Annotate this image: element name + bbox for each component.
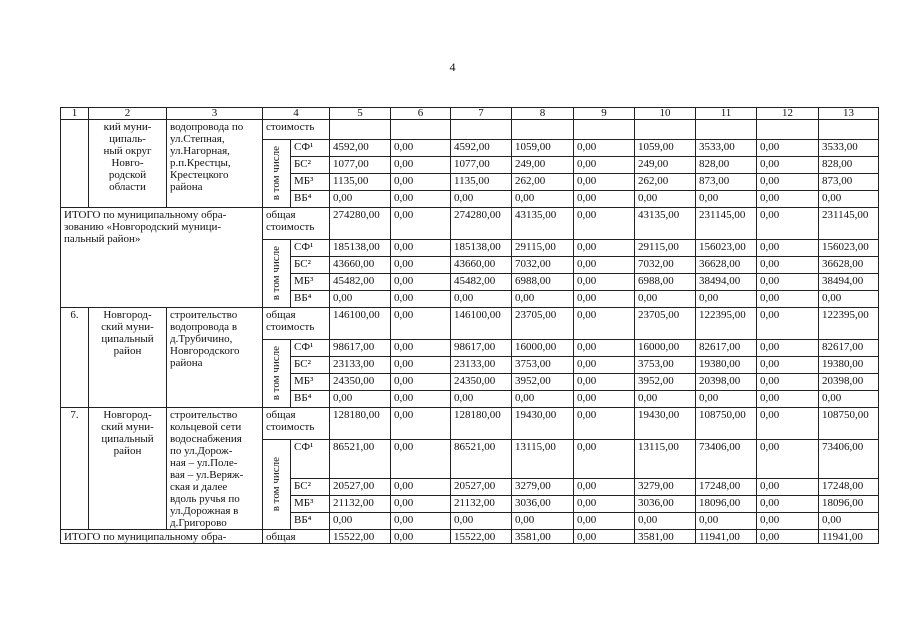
value-cell: 45482,00 — [451, 274, 512, 291]
value-cell: 0,00 — [757, 374, 819, 391]
vertical-label-cell — [263, 440, 291, 530]
fund-label: МБ³ — [291, 274, 330, 291]
value-cell: 17248,00 — [696, 479, 757, 496]
value-cell: 0,00 — [819, 513, 879, 530]
value-cell: 185138,00 — [451, 240, 512, 257]
value-cell: 0,00 — [696, 291, 757, 308]
value-cell: 0,00 — [757, 174, 819, 191]
table-body — [61, 108, 879, 544]
value-cell: 86521,00 — [451, 440, 512, 479]
column-header: 3 — [167, 108, 263, 120]
column-header: 7 — [451, 108, 512, 120]
value-cell: 828,00 — [696, 157, 757, 174]
value-cell: 0,00 — [391, 513, 451, 530]
value-cell: 0,00 — [757, 479, 819, 496]
value-cell: 0,00 — [391, 357, 451, 374]
vertical-label-cell — [263, 240, 291, 308]
value-cell: 1059,00 — [635, 140, 696, 157]
value-cell: 16000,00 — [635, 340, 696, 357]
value-cell: 262,00 — [512, 174, 574, 191]
value-cell: 0,00 — [757, 140, 819, 157]
value-cell: 873,00 — [696, 174, 757, 191]
column-header: 11 — [696, 108, 757, 120]
value-cell: 0,00 — [757, 530, 819, 544]
row-number: 6. — [61, 308, 89, 408]
empty-cell — [696, 120, 757, 140]
value-cell: 828,00 — [819, 157, 879, 174]
empty-cell — [330, 120, 391, 140]
value-cell: 0,00 — [635, 391, 696, 408]
total-label: стоимость — [263, 120, 330, 140]
value-cell: 4592,00 — [330, 140, 391, 157]
value-cell: 19430,00 — [635, 408, 696, 440]
value-cell: 0,00 — [574, 530, 635, 544]
value-cell: 0,00 — [574, 479, 635, 496]
value-cell: 0,00 — [696, 391, 757, 408]
value-cell: 0,00 — [757, 340, 819, 357]
value-cell: 0,00 — [757, 440, 819, 479]
fund-label: СФ¹ — [291, 140, 330, 157]
value-cell: 122395,00 — [819, 308, 879, 340]
column-header: 10 — [635, 108, 696, 120]
value-cell: 0,00 — [696, 191, 757, 208]
value-cell: 0,00 — [451, 291, 512, 308]
vertical-label: в том числе — [270, 346, 282, 401]
value-cell: 0,00 — [574, 257, 635, 274]
value-cell: 262,00 — [635, 174, 696, 191]
value-cell: 0,00 — [574, 374, 635, 391]
table-row — [61, 408, 879, 440]
value-cell: 82617,00 — [819, 340, 879, 357]
value-cell: 0,00 — [757, 191, 819, 208]
value-cell: 249,00 — [512, 157, 574, 174]
value-cell: 0,00 — [574, 340, 635, 357]
total-label: общая стоимость — [263, 308, 330, 340]
vertical-label-cell — [263, 340, 291, 408]
value-cell: 0,00 — [819, 391, 879, 408]
value-cell: 0,00 — [574, 308, 635, 340]
value-cell: 19380,00 — [696, 357, 757, 374]
municipality-cell: Новгород- ский муни- ципальный район — [89, 408, 167, 530]
empty-cell — [512, 120, 574, 140]
value-cell: 0,00 — [391, 530, 451, 544]
value-cell: 146100,00 — [451, 308, 512, 340]
value-cell: 24350,00 — [451, 374, 512, 391]
value-cell: 0,00 — [330, 191, 391, 208]
column-header: 4 — [263, 108, 330, 120]
value-cell: 0,00 — [451, 391, 512, 408]
value-cell: 98617,00 — [330, 340, 391, 357]
value-cell: 0,00 — [635, 291, 696, 308]
value-cell: 0,00 — [574, 291, 635, 308]
object-cell: строительство водопровода в д.Трубичино, Новгородского района — [167, 308, 263, 408]
value-cell: 0,00 — [391, 391, 451, 408]
value-cell: 3952,00 — [635, 374, 696, 391]
value-cell: 29115,00 — [635, 240, 696, 257]
empty-cell — [819, 120, 879, 140]
vertical-label: в том числе — [270, 246, 282, 301]
value-cell: 3753,00 — [635, 357, 696, 374]
value-cell: 3581,00 — [635, 530, 696, 544]
value-cell: 128180,00 — [451, 408, 512, 440]
value-cell: 0,00 — [819, 291, 879, 308]
fund-label: МБ³ — [291, 374, 330, 391]
value-cell: 3036,00 — [635, 496, 696, 513]
value-cell: 17248,00 — [819, 479, 879, 496]
value-cell: 108750,00 — [819, 408, 879, 440]
value-cell: 0,00 — [391, 174, 451, 191]
value-cell: 45482,00 — [330, 274, 391, 291]
fund-label: СФ¹ — [291, 440, 330, 479]
value-cell: 24350,00 — [330, 374, 391, 391]
value-cell: 3533,00 — [696, 140, 757, 157]
value-cell: 3036,00 — [512, 496, 574, 513]
fund-label: ВБ⁴ — [291, 191, 330, 208]
fund-label: ВБ⁴ — [291, 291, 330, 308]
value-cell: 7032,00 — [512, 257, 574, 274]
vertical-label: в том числе — [270, 457, 282, 512]
value-cell: 0,00 — [391, 274, 451, 291]
column-header: 5 — [330, 108, 391, 120]
subtotal-title: ИТОГО по муниципальному обра- зованию «Новгородский муници- пальный район» — [61, 208, 263, 308]
value-cell: 6988,00 — [512, 274, 574, 291]
value-cell: 231145,00 — [696, 208, 757, 240]
value-cell: 19430,00 — [512, 408, 574, 440]
value-cell: 7032,00 — [635, 257, 696, 274]
empty-cell — [574, 120, 635, 140]
value-cell: 108750,00 — [696, 408, 757, 440]
subtotal-title: ИТОГО по муниципальному обра- — [61, 530, 263, 544]
value-cell: 0,00 — [391, 496, 451, 513]
value-cell: 0,00 — [819, 191, 879, 208]
value-cell: 43660,00 — [451, 257, 512, 274]
value-cell: 0,00 — [574, 191, 635, 208]
page-number: 4 — [449, 60, 456, 74]
value-cell: 0,00 — [391, 440, 451, 479]
value-cell: 21132,00 — [330, 496, 391, 513]
value-cell: 0,00 — [391, 308, 451, 340]
value-cell: 0,00 — [757, 408, 819, 440]
value-cell: 73406,00 — [696, 440, 757, 479]
column-header: 13 — [819, 108, 879, 120]
value-cell: 21132,00 — [451, 496, 512, 513]
value-cell: 0,00 — [330, 513, 391, 530]
value-cell: 73406,00 — [819, 440, 879, 479]
value-cell: 23133,00 — [451, 357, 512, 374]
table-row — [61, 208, 879, 240]
municipality-cell: Новгород- ский муни- ципальный район — [89, 308, 167, 408]
value-cell: 231145,00 — [819, 208, 879, 240]
value-cell: 38494,00 — [696, 274, 757, 291]
value-cell: 156023,00 — [819, 240, 879, 257]
num-cell — [61, 120, 89, 208]
value-cell: 43135,00 — [635, 208, 696, 240]
value-cell: 0,00 — [574, 240, 635, 257]
value-cell: 274280,00 — [330, 208, 391, 240]
value-cell: 18096,00 — [819, 496, 879, 513]
value-cell: 4592,00 — [451, 140, 512, 157]
value-cell: 128180,00 — [330, 408, 391, 440]
value-cell: 86521,00 — [330, 440, 391, 479]
value-cell: 0,00 — [757, 513, 819, 530]
value-cell: 3952,00 — [512, 374, 574, 391]
value-cell: 6988,00 — [635, 274, 696, 291]
vertical-label-cell — [263, 140, 291, 208]
value-cell: 18096,00 — [696, 496, 757, 513]
value-cell: 3279,00 — [512, 479, 574, 496]
value-cell: 0,00 — [391, 291, 451, 308]
value-cell: 3533,00 — [819, 140, 879, 157]
table-row — [61, 120, 879, 140]
value-cell: 38494,00 — [819, 274, 879, 291]
value-cell: 3581,00 — [512, 530, 574, 544]
value-cell: 1135,00 — [451, 174, 512, 191]
fund-label: СФ¹ — [291, 240, 330, 257]
fund-label: БС² — [291, 257, 330, 274]
value-cell: 16000,00 — [512, 340, 574, 357]
fund-label: МБ³ — [291, 174, 330, 191]
value-cell: 1077,00 — [330, 157, 391, 174]
value-cell: 0,00 — [757, 357, 819, 374]
value-cell: 0,00 — [391, 340, 451, 357]
row-number: 7. — [61, 408, 89, 530]
value-cell: 873,00 — [819, 174, 879, 191]
vertical-label: в том числе — [270, 146, 282, 201]
table-row — [61, 308, 879, 340]
empty-cell — [635, 120, 696, 140]
column-header: 6 — [391, 108, 451, 120]
value-cell: 0,00 — [757, 240, 819, 257]
value-cell: 11941,00 — [819, 530, 879, 544]
value-cell: 0,00 — [574, 513, 635, 530]
value-cell: 36628,00 — [819, 257, 879, 274]
value-cell: 0,00 — [574, 496, 635, 513]
value-cell: 0,00 — [391, 208, 451, 240]
value-cell: 0,00 — [512, 513, 574, 530]
budget-table — [60, 107, 879, 544]
value-cell: 0,00 — [391, 408, 451, 440]
value-cell: 0,00 — [512, 291, 574, 308]
value-cell: 0,00 — [574, 157, 635, 174]
column-header: 12 — [757, 108, 819, 120]
value-cell: 20398,00 — [696, 374, 757, 391]
value-cell: 0,00 — [757, 208, 819, 240]
total-label: общая стоимость — [263, 208, 330, 240]
empty-cell — [391, 120, 451, 140]
object-cell: строительство кольцевой сети водоснабжения по ул.Дорож- ная – ул.Поле- вая – ул.Веряж- ская и далее вдоль ручья по ул.Дорожная в д.Григорово — [167, 408, 263, 530]
value-cell: 0,00 — [574, 357, 635, 374]
value-cell: 3753,00 — [512, 357, 574, 374]
value-cell: 0,00 — [757, 291, 819, 308]
value-cell: 1135,00 — [330, 174, 391, 191]
fund-label: МБ³ — [291, 496, 330, 513]
fund-label: БС² — [291, 157, 330, 174]
fund-label: СФ¹ — [291, 340, 330, 357]
value-cell: 29115,00 — [512, 240, 574, 257]
table-row — [61, 108, 879, 120]
value-cell: 98617,00 — [451, 340, 512, 357]
value-cell: 20527,00 — [451, 479, 512, 496]
value-cell: 0,00 — [574, 174, 635, 191]
value-cell: 0,00 — [512, 391, 574, 408]
value-cell: 0,00 — [451, 513, 512, 530]
value-cell: 0,00 — [391, 140, 451, 157]
fund-label: БС² — [291, 357, 330, 374]
empty-cell — [451, 120, 512, 140]
value-cell: 0,00 — [512, 191, 574, 208]
value-cell: 0,00 — [391, 374, 451, 391]
value-cell: 0,00 — [574, 274, 635, 291]
column-header: 2 — [89, 108, 167, 120]
value-cell: 274280,00 — [451, 208, 512, 240]
value-cell: 19380,00 — [819, 357, 879, 374]
value-cell: 82617,00 — [696, 340, 757, 357]
column-header: 1 — [61, 108, 89, 120]
value-cell: 23133,00 — [330, 357, 391, 374]
fund-label: ВБ⁴ — [291, 513, 330, 530]
value-cell: 13115,00 — [635, 440, 696, 479]
value-cell: 0,00 — [757, 157, 819, 174]
value-cell: 0,00 — [757, 308, 819, 340]
value-cell: 0,00 — [574, 440, 635, 479]
value-cell: 0,00 — [574, 391, 635, 408]
value-cell: 0,00 — [574, 140, 635, 157]
value-cell: 0,00 — [757, 257, 819, 274]
value-cell: 0,00 — [391, 240, 451, 257]
value-cell: 0,00 — [574, 208, 635, 240]
value-cell: 0,00 — [451, 191, 512, 208]
value-cell: 0,00 — [391, 157, 451, 174]
value-cell: 249,00 — [635, 157, 696, 174]
value-cell: 43135,00 — [512, 208, 574, 240]
object-cell: водопровода по ул.Степная, ул.Нагорная, р.п.Крестцы, Крестецкого района — [167, 120, 263, 208]
total-label: общая — [263, 530, 330, 544]
value-cell: 0,00 — [330, 391, 391, 408]
fund-label: ВБ⁴ — [291, 391, 330, 408]
value-cell: 0,00 — [635, 513, 696, 530]
column-header: 9 — [574, 108, 635, 120]
value-cell: 15522,00 — [330, 530, 391, 544]
table-row — [61, 530, 879, 544]
value-cell: 13115,00 — [512, 440, 574, 479]
value-cell: 1077,00 — [451, 157, 512, 174]
value-cell: 0,00 — [330, 291, 391, 308]
value-cell: 0,00 — [635, 191, 696, 208]
value-cell: 1059,00 — [512, 140, 574, 157]
value-cell: 20398,00 — [819, 374, 879, 391]
value-cell: 0,00 — [696, 513, 757, 530]
value-cell: 15522,00 — [451, 530, 512, 544]
value-cell: 23705,00 — [635, 308, 696, 340]
value-cell: 0,00 — [757, 391, 819, 408]
value-cell: 185138,00 — [330, 240, 391, 257]
value-cell: 3279,00 — [635, 479, 696, 496]
column-header: 8 — [512, 108, 574, 120]
value-cell: 0,00 — [391, 191, 451, 208]
value-cell: 23705,00 — [512, 308, 574, 340]
value-cell: 43660,00 — [330, 257, 391, 274]
municipality-cell: кий муни- ципаль- ный округ Новго- родской области — [89, 120, 167, 208]
value-cell: 0,00 — [574, 408, 635, 440]
fund-label: БС² — [291, 479, 330, 496]
value-cell: 0,00 — [391, 257, 451, 274]
empty-cell — [757, 120, 819, 140]
total-label: общая стоимость — [263, 408, 330, 440]
value-cell: 0,00 — [757, 496, 819, 513]
value-cell: 156023,00 — [696, 240, 757, 257]
value-cell: 0,00 — [757, 274, 819, 291]
value-cell: 11941,00 — [696, 530, 757, 544]
value-cell: 20527,00 — [330, 479, 391, 496]
value-cell: 0,00 — [391, 479, 451, 496]
value-cell: 122395,00 — [696, 308, 757, 340]
value-cell: 36628,00 — [696, 257, 757, 274]
value-cell: 146100,00 — [330, 308, 391, 340]
